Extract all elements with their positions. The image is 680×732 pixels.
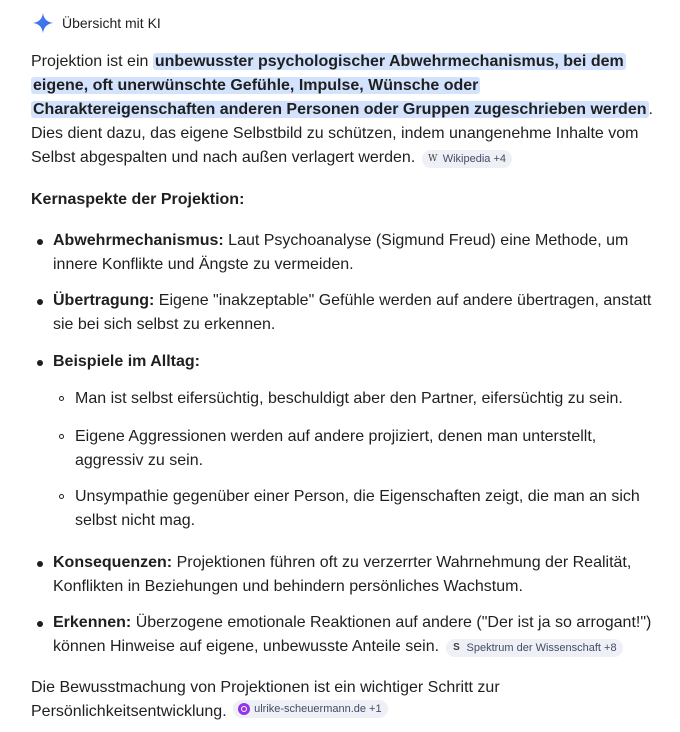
intro-rest: . Dies dient dazu, das eigene Selbstbild zu schützen, indem unangenehme Inhalte vom Selbst abgespalten und nach außen verlagert werden.	[31, 101, 653, 166]
list-item-text: Eigene "inakzeptable" Gefühle werden auf andere übertragen, anstatt sie bei sich selbst zu erkennen.	[53, 292, 652, 333]
list-item	[53, 611, 665, 659]
list-item	[53, 289, 665, 337]
spektrum-favicon-icon: S	[453, 642, 460, 653]
list-item-term: Abwehrmechanismus:	[53, 232, 224, 249]
sub-list-item: Man ist selbst eifersüchtig, beschuldigt aber den Partner, eifersüchtig zu sein.	[75, 387, 665, 411]
list-item-term: Erkennen:	[53, 614, 132, 631]
sparkle-icon	[32, 12, 54, 34]
ai-overview-title: Übersicht mit KI	[62, 15, 161, 31]
intro-lead: Projektion ist ein	[31, 53, 153, 70]
list-item	[53, 350, 665, 374]
intro-paragraph	[31, 50, 663, 170]
sub-list-item: Eigene Aggressionen werden auf andere projiziert, denen man unterstellt, aggressiv zu sein.	[75, 425, 665, 473]
wikipedia-favicon-icon: W	[428, 154, 438, 164]
source-chip-label: Wikipedia +4	[442, 153, 507, 165]
list-item-term: Beispiele im Alltag:	[53, 353, 200, 370]
source-chip-label: ulrike-scheuermann.de +1	[254, 703, 382, 715]
list-item-text: Projektionen führen oft zu verzerrter Wahrnehmung der Realität, Konflikten in Beziehungen und behindern persönliches Wachstum.	[53, 554, 632, 595]
ai-overview-header	[32, 12, 161, 34]
source-chip-wikipedia[interactable]	[422, 150, 512, 168]
outro-paragraph	[31, 676, 663, 724]
list-item-term: Übertragung:	[53, 292, 155, 309]
list-item-text: Laut Psychoanalyse (Sigmund Freud) eine Methode, um innere Konflikte und Ängste zu vermeiden.	[53, 232, 629, 273]
source-chip-ulrike[interactable]	[233, 700, 388, 718]
list-item	[53, 229, 665, 277]
list-item-term: Konsequenzen:	[53, 554, 173, 571]
source-chip-spektrum[interactable]	[446, 639, 623, 657]
section-heading: Kernaspekte der Projektion:	[31, 191, 245, 208]
source-chip-label: Spektrum der Wissenschaft +8	[466, 642, 617, 654]
outro-text: Die Bewusstmachung von Projektionen ist ein wichtiger Schritt zur Persönlichkeitsentwicklung.	[31, 679, 500, 720]
sub-list-item: Unsympathie gegenüber einer Person, die Eigenschaften zeigt, die man an sich selbst nicht mag.	[75, 485, 665, 533]
site-favicon-icon	[238, 703, 250, 715]
list-item-text: Überzogene emotionale Reaktionen auf andere ("Der ist ja so arrogant!") können Hinweise auf eigene, unbewusste Anteile sein.	[53, 614, 652, 655]
intro-highlight: unbewusster psychologischer Abwehrmechanismus, bei dem eigene, oft unerwünschte Gefühle, Impulse, Wünsche oder Charaktereigenschaften anderen Personen oder Gruppen zugeschrieben werden	[33, 53, 647, 118]
list-item	[53, 551, 665, 599]
